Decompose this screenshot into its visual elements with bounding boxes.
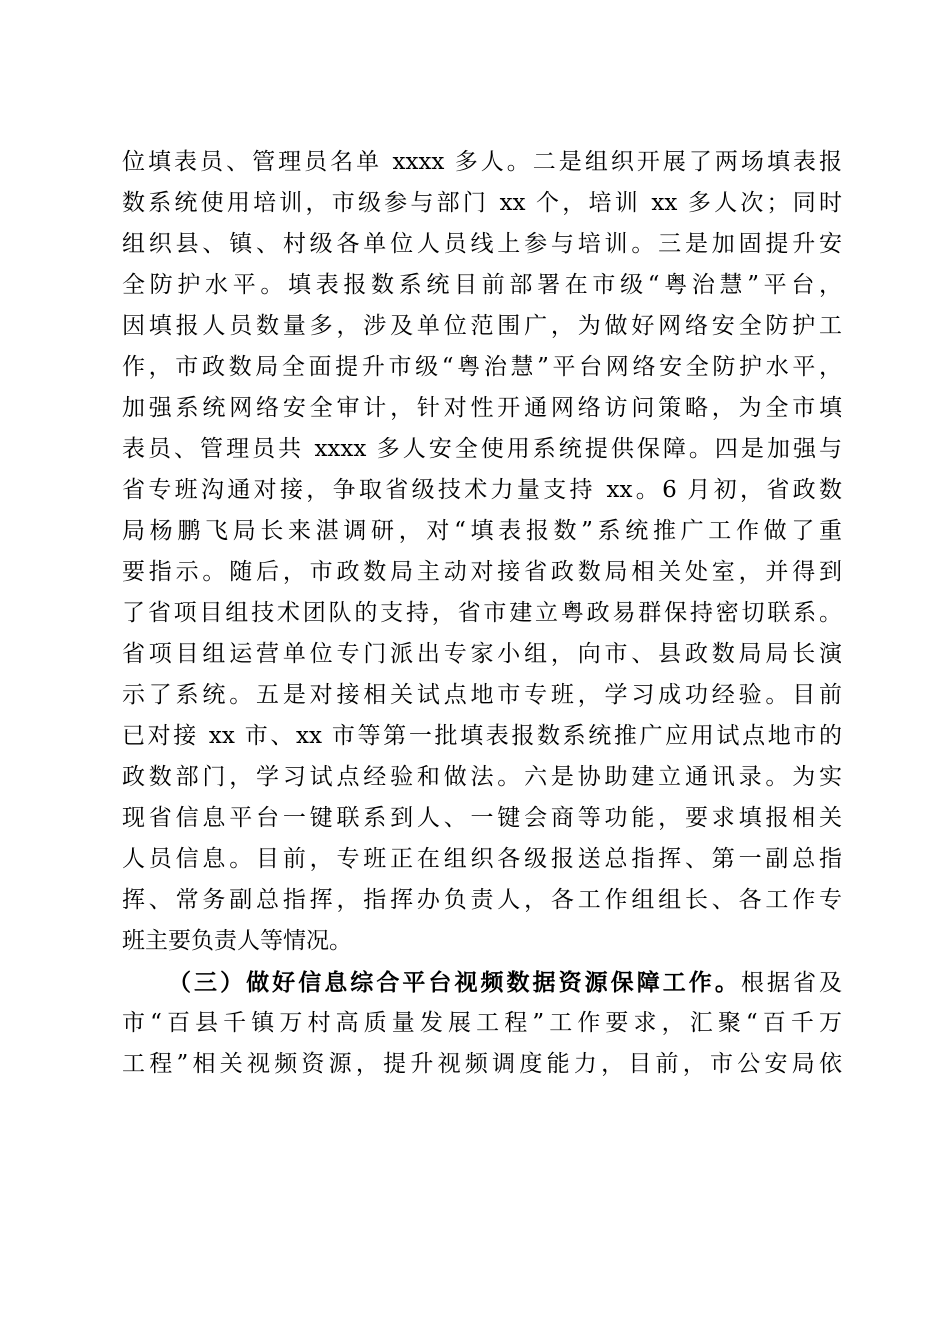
- text-line: 人员信息。目前，专班正在组织各级报送总指挥、第一副总指: [122, 846, 842, 872]
- text-line: 要指示。随后，市政数局主动对接省政数局相关处室，并得到: [122, 559, 842, 585]
- text-line: 工程”相关视频资源，提升视频调度能力，目前，市公安局依: [122, 1051, 842, 1077]
- document-body: [122, 142, 842, 1085]
- text-line: 全防护水平。填表报数系统目前部署在市级“粤治慧”平台，: [122, 272, 842, 298]
- text-line: 作，市政数局全面提升市级“粤治慧”平台网络安全防护水平，: [122, 354, 842, 380]
- text-line: 位填表员、管理员名单 xxxx 多人。二是组织开展了两场填表报: [122, 149, 842, 175]
- text-line: 表员、管理员共 xxxx 多人安全使用系统提供保障。四是加强与: [122, 436, 842, 462]
- text-line: 数系统使用培训，市级参与部门 xx 个，培训 xx 多人次；同时: [122, 190, 842, 216]
- text-line: 挥、常务副总指挥，指挥办负责人，各工作组组长、各工作专: [122, 887, 842, 913]
- text-line: 了省项目组技术团队的支持，省市建立粤政易群保持密切联系。: [122, 600, 842, 626]
- paragraph-2: [122, 962, 842, 1085]
- text-line: 因填报人员数量多，涉及单位范围广，为做好网络安全防护工: [122, 313, 842, 339]
- text-line: 组织县、镇、村级各单位人员线上参与培训。三是加固提升安: [122, 231, 842, 257]
- text-line: 加强系统网络安全审计，针对性开通网络访问策略，为全市填: [122, 395, 842, 421]
- section-heading: （三）做好信息综合平台视频数据资源保障工作。: [168, 969, 741, 996]
- text-line: 政数部门，学习试点经验和做法。六是协助建立通讯录。为实: [122, 764, 842, 790]
- text-line: 省项目组运营单位专门派出专家小组，向市、县政数局局长演: [122, 641, 842, 667]
- text-line: 示了系统。五是对接相关试点地市专班，学习成功经验。目前: [122, 682, 842, 708]
- text-line: 班主要负责人等情况。: [122, 928, 352, 954]
- text-line: 已对接 xx 市、xx 市等第一批填表报数系统推广应用试点地市的: [122, 723, 842, 749]
- text-line: 市“百县千镇万村高质量发展工程”工作要求，汇聚“百千万: [122, 1010, 842, 1036]
- section-heading-line: [122, 962, 842, 1003]
- text-line: 省专班沟通对接，争取省级技术力量支持 xx。6 月初，省政数: [122, 477, 842, 503]
- heading-line-rest: 根据省及: [740, 970, 842, 996]
- paragraph-1: [122, 142, 842, 962]
- text-line: 现省信息平台一键联系到人、一键会商等功能，要求填报相关: [122, 805, 842, 831]
- text-line: 局杨鹏飞局长来湛调研，对“填表报数”系统推广工作做了重: [122, 518, 842, 544]
